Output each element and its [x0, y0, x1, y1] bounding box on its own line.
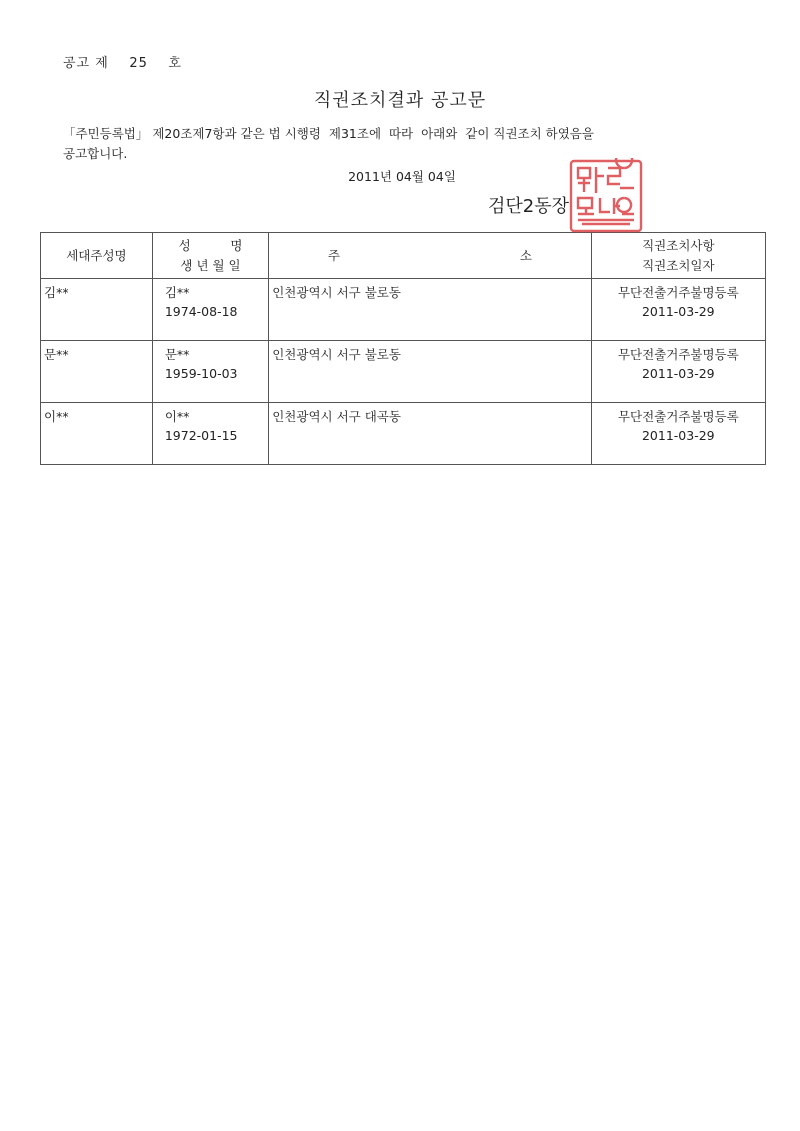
header-name-label: 성 명 [178, 237, 243, 253]
cell-name-birth [152, 341, 268, 403]
header-address-left: 주 [327, 247, 340, 263]
cell-name: 이** [164, 409, 190, 424]
cell-address: 인천광역시 서구 불로동 [269, 341, 591, 403]
cell-address: 인천광역시 서구 대곡동 [269, 403, 591, 465]
header-address-right: 소 [519, 247, 532, 263]
header-household-head [41, 233, 153, 279]
header-action-label: 직권조치사항 [642, 237, 715, 253]
cell-action-date: 2011-03-29 [641, 366, 715, 381]
page-title: 직권조치결과 공고문 [313, 90, 487, 111]
table-row [41, 341, 766, 403]
notice-number: 공고 제 25 호 [63, 56, 182, 71]
cell-action-type: 무단전출거주불명등록 [617, 285, 739, 300]
cell-name: 문** [164, 347, 190, 362]
header-birth-label: 생 년 월 일 [180, 257, 241, 273]
cell-name-birth [152, 279, 268, 341]
cell-action [591, 341, 765, 403]
table-row [41, 279, 766, 341]
header-action [591, 233, 765, 279]
notice-body-line-2: 공고합니다. [63, 146, 128, 161]
header-name-birth [152, 233, 268, 279]
cell-address: 인천광역시 서구 불로동 [269, 279, 591, 341]
cell-name: 김** [164, 285, 190, 300]
header-address [269, 233, 591, 279]
cell-household-head: 김** [41, 279, 153, 341]
cell-name-birth [152, 403, 268, 465]
header-action-date-label: 직권조치일자 [642, 257, 715, 273]
notice-body-line-1: 「주민등록법」 제20조제7항과 같은 법 시행령 제31조에 따라 아래와 같이 직권조치 하였음을 [63, 126, 594, 141]
cell-action [591, 279, 765, 341]
signer-name: 검단2동장 [488, 196, 570, 217]
cell-action-type: 무단전출거주불명등록 [617, 347, 739, 362]
official-seal-icon [568, 158, 644, 234]
header-household-head-label: 세대주성명 [66, 247, 127, 263]
cell-birth: 1972-01-15 [164, 428, 238, 443]
cell-action-date: 2011-03-29 [641, 428, 715, 443]
cell-household-head: 이** [41, 403, 153, 465]
table-header-row [41, 233, 766, 279]
cell-action [591, 403, 765, 465]
notice-date: 2011년 04월 04일 [348, 169, 456, 184]
cell-birth: 1974-08-18 [164, 304, 238, 319]
cell-action-date: 2011-03-29 [641, 304, 715, 319]
cell-household-head: 문** [41, 341, 153, 403]
cell-action-type: 무단전출거주불명등록 [617, 409, 739, 424]
cell-birth: 1959-10-03 [164, 366, 238, 381]
action-results-table [40, 232, 766, 465]
table-row [41, 403, 766, 465]
